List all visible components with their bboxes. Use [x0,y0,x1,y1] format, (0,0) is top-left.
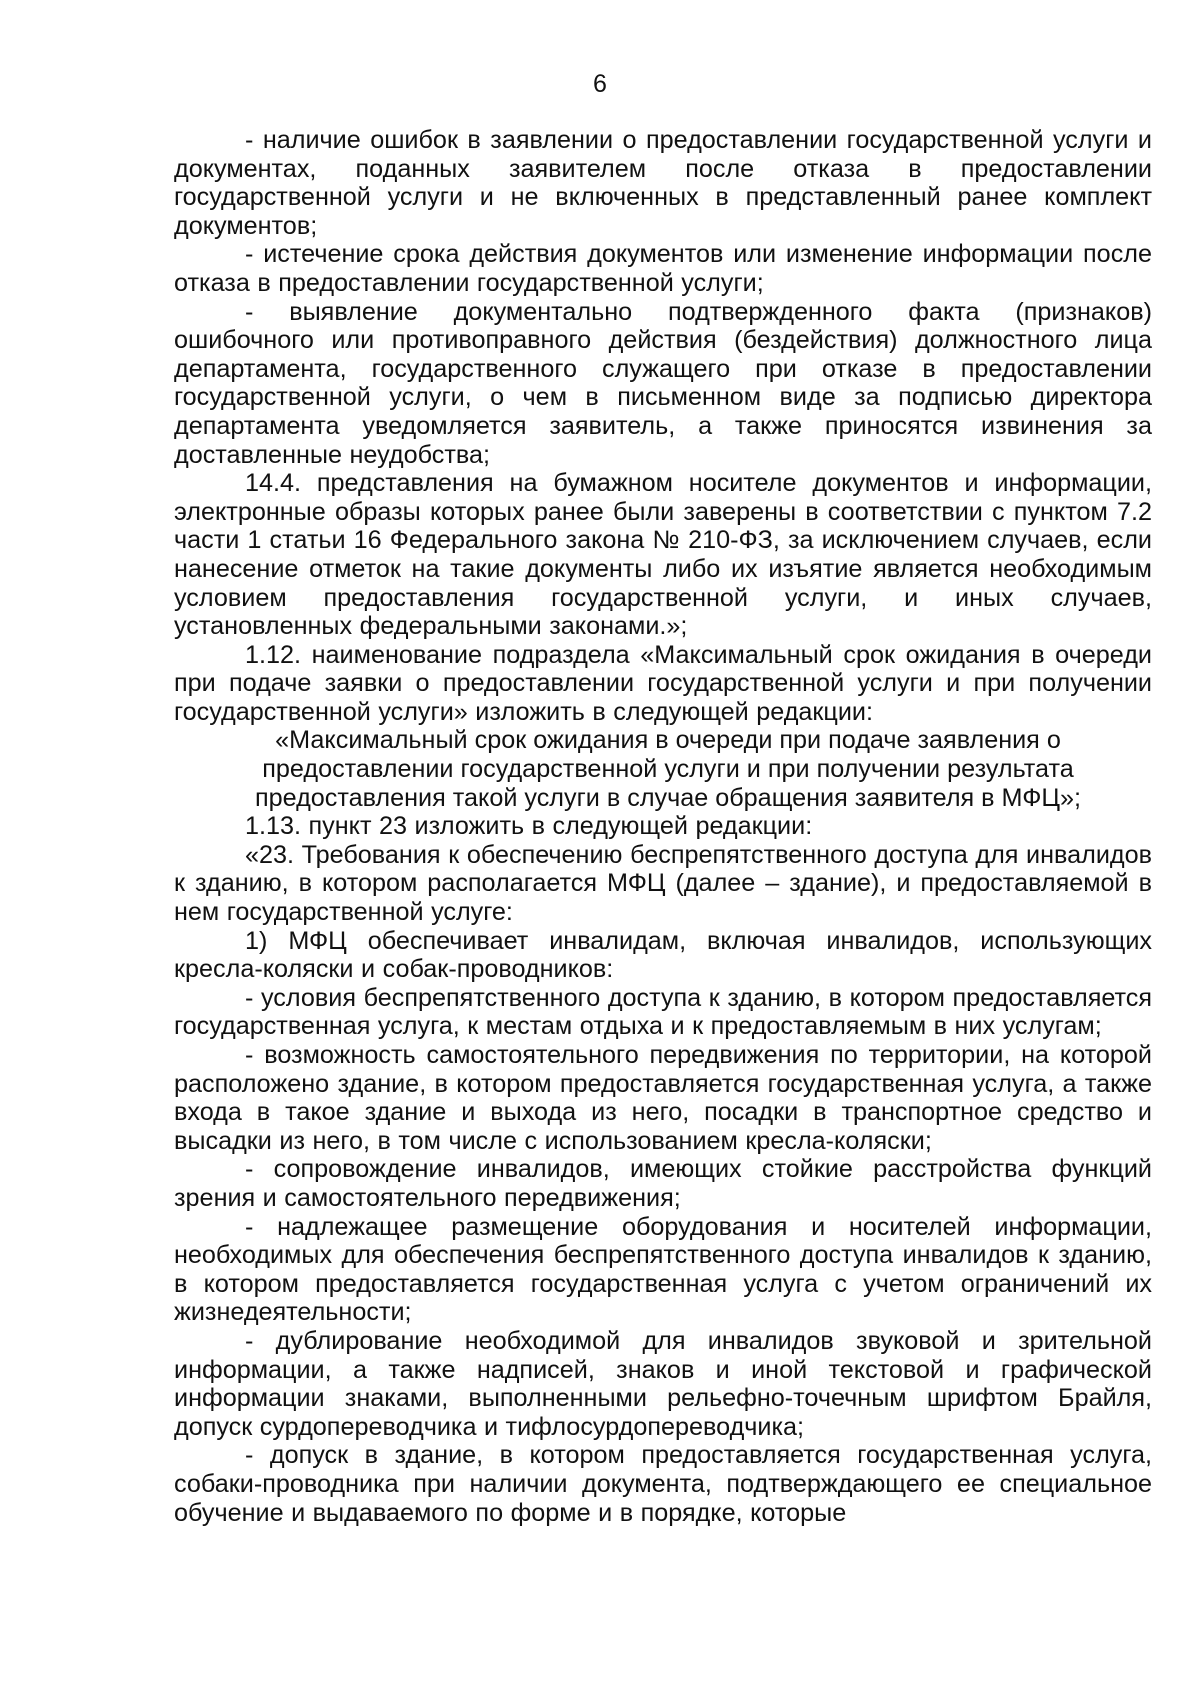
subsection-title-line-1: «Максимальный срок ожидания в очереди при подаче заявления о [275,726,1061,755]
paragraph-14-4: 14.4. представления на бумажном носителе документов и информации, электронные образы которых ранее были заверены в соответствии с пунктом 7.2 части 1 статьи 16 Федерального закона № 210-ФЗ, за исключением случаев, если нанесение отметок на такие документы либо их изъятие является необходимым условием предоставления государственной услуги, и иных случаев, установленных федеральными законами.»; [174,469,1152,641]
subsection-title-line-3: предоставления такой услуги в случае обращения заявителя в МФЦ»; [254,783,1082,812]
list-item-guide-dog-access: - допуск в здание, в котором предоставляется государственная услуга, собаки-проводника при наличии документа, подтверждающего ее специальное обучение и выдаваемого по форме и в порядке, которые [174,1441,1152,1527]
paragraph-23-requirements: «23. Требования к обеспечению беспрепятственного доступа для инвалидов к зданию, в котором располагается МФЦ (далее – здание), и предоставляемой в нем государственной услуге: [174,840,1152,927]
list-item-independent-movement: - возможность самостоятельного передвижения по территории, на которой расположено здание, в котором предоставляется государственная услуга, а также входа в такое здание и выхода из него, посадки в транспортное средство и высадки из него, в том числе с использованием кресла-коляски; [174,1041,1152,1155]
paragraph-errors-in-application: - наличие ошибок в заявлении о предоставлении государственной услуги и документах, поданных заявителем после отказа в предоставлении государственной услуги и не включенных в представленный ранее комплект документов; [174,126,1152,240]
paragraph-unlawful-action: - выявление документально подтвержденного факта (признаков) ошибочного или противоправного действия (бездействия) должностного лица департамента, государственного служащего при отказе в предоставлении государственной услуги, о чем в письменном виде за подписью директора департамента уведомляется заявитель, а также приносятся извинения за доставленные неудобства; [174,297,1152,469]
list-item-equipment-placement: - надлежащее размещение оборудования и носителей информации, необходимых для обеспечения беспрепятственного доступа инвалидов к зданию, в котором предоставляется государственная услуга с учетом ограничений их жизнедеятельности; [174,1212,1152,1327]
paragraph-1-13: 1.13. пункт 23 изложить в следующей редакции: [245,812,813,841]
list-item-access-conditions: - условия беспрепятственного доступа к зданию, в котором предоставляется государственная услуга, к местам отдыха и к предоставляемым в них услугам; [174,983,1152,1041]
paragraph-1-12: 1.12. наименование подраздела «Максимальный срок ожидания в очереди при подаче заявки о предоставлении государственной услуги и при получении государственной услуги» изложить в следующей редакции: [174,640,1152,726]
page-number: 6 [593,70,607,98]
list-item-escort: - сопровождение инвалидов, имеющих стойкие расстройства функций зрения и самостоятельного передвижения; [174,1155,1152,1212]
document-body [174,126,1152,1527]
paragraph-23-item-1: 1) МФЦ обеспечивает инвалидам, включая инвалидов, использующих кресла-коляски и собак-проводников: [174,926,1152,984]
subsection-title-line-2: предоставлении государственной услуги и при получении результата [262,755,1074,784]
paragraph-documents-expired: - истечение срока действия документов или изменение информации после отказа в предоставлении государственной услуги; [174,240,1152,297]
list-item-duplicate-information: - дублирование необходимой для инвалидов звуковой и зрительной информации, а также надписей, знаков и иной текстовой и графической информации знаками, выполненными рельефно-точечным шрифтом Брайля, допуск сурдопереводчика и тифлосурдопереводчика; [174,1326,1152,1441]
